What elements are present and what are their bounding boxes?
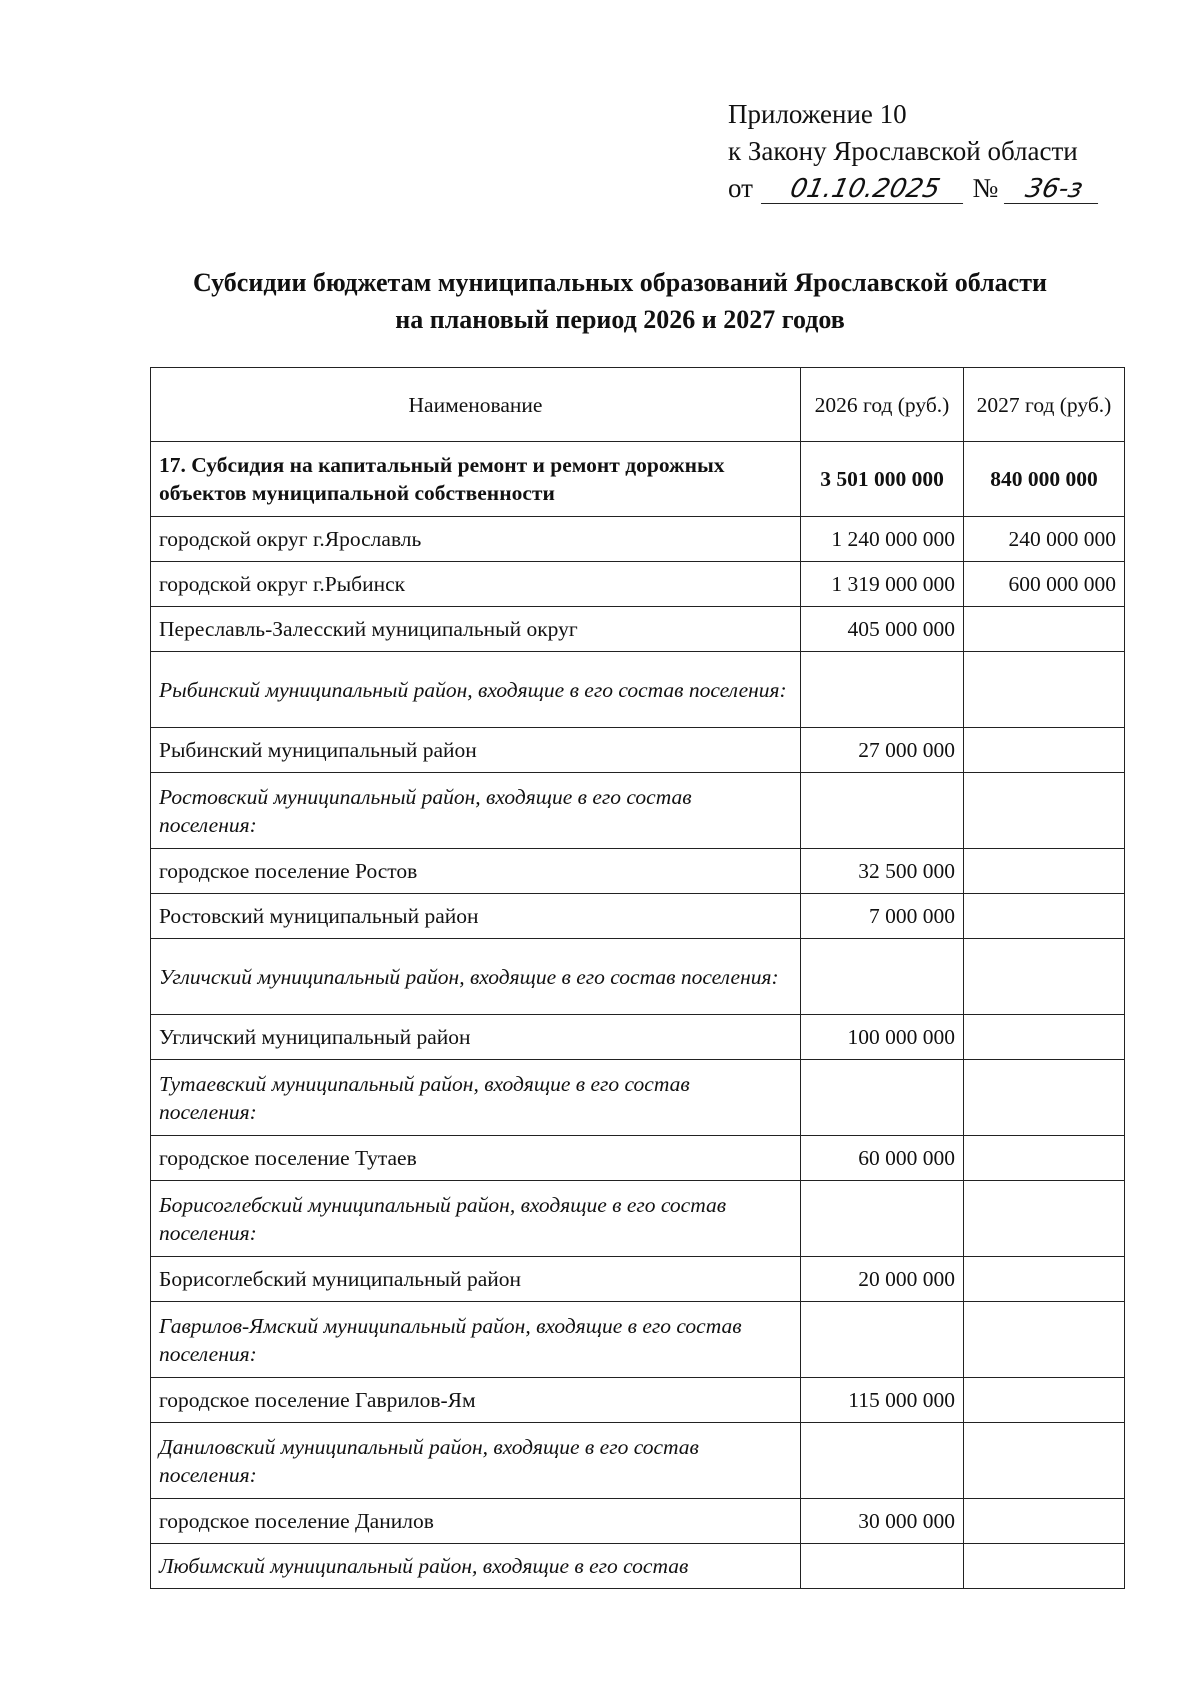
row-value-2027 (964, 894, 1125, 939)
table-row (151, 1136, 1125, 1181)
row-value-2027: 600 000 000 (964, 562, 1125, 607)
group-name: Ростовский муниципальный район, входящие в его состав поселения: (151, 773, 801, 849)
row-value-2027 (964, 1302, 1125, 1378)
row-name: городское поселение Данилов (151, 1499, 801, 1544)
row-value-2026 (801, 1302, 964, 1378)
row-value-2027 (964, 939, 1125, 1015)
appendix-number: Приложение 10 (728, 99, 907, 129)
row-value-2027 (964, 1136, 1125, 1181)
law-date-line (728, 170, 1128, 207)
row-value-2027 (964, 1181, 1125, 1257)
table-group-row (151, 939, 1125, 1015)
group-name: Рыбинский муниципальный район, входящие в его состав поселения: (151, 652, 801, 728)
handwritten-number: 36-з (1004, 175, 1104, 204)
group-name: Тутаевский муниципальный район, входящие в его состав поселения: (151, 1060, 801, 1136)
row-value-2026 (801, 652, 964, 728)
table-header-row (151, 368, 1125, 442)
column-header-2027: 2027 год (руб.) (964, 368, 1125, 442)
row-value-2026: 60 000 000 (801, 1136, 964, 1181)
row-value-2026 (801, 773, 964, 849)
row-value-2026: 115 000 000 (801, 1378, 964, 1423)
row-value-2027: 240 000 000 (964, 517, 1125, 562)
row-value-2027 (964, 1378, 1125, 1423)
row-name: городское поселение Ростов (151, 849, 801, 894)
row-name: Угличский муниципальный район (151, 1015, 801, 1060)
row-name: городское поселение Тутаев (151, 1136, 801, 1181)
row-name: Борисоглебский муниципальный район (151, 1257, 801, 1302)
table-row (151, 1015, 1125, 1060)
row-value-2026 (801, 1544, 964, 1589)
table-row (151, 607, 1125, 652)
from-label: от (728, 173, 753, 203)
group-name: Угличский муниципальный район, входящие в его состав поселения: (151, 939, 801, 1015)
table-row (151, 1378, 1125, 1423)
row-value-2027: 840 000 000 (964, 442, 1125, 517)
row-value-2027 (964, 849, 1125, 894)
row-name: Переславль-Залесский муниципальный округ (151, 607, 801, 652)
row-value-2026: 30 000 000 (801, 1499, 964, 1544)
appendix-header (728, 96, 1128, 207)
row-value-2026: 32 500 000 (801, 849, 964, 894)
table-row (151, 442, 1125, 517)
row-value-2027 (964, 1499, 1125, 1544)
row-value-2026: 3 501 000 000 (801, 442, 964, 517)
row-value-2026: 405 000 000 (801, 607, 964, 652)
row-value-2027 (964, 607, 1125, 652)
row-value-2026 (801, 1181, 964, 1257)
row-value-2026: 1 319 000 000 (801, 562, 964, 607)
row-name: городской округ г.Рыбинск (151, 562, 801, 607)
row-value-2026: 27 000 000 (801, 728, 964, 773)
row-value-2026 (801, 1423, 964, 1499)
law-reference: к Закону Ярославской области (728, 136, 1078, 166)
table-group-row (151, 652, 1125, 728)
table-group-row (151, 1302, 1125, 1378)
column-header-2026: 2026 год (руб.) (801, 368, 964, 442)
column-header-name: Наименование (151, 368, 801, 442)
title-line-2: на плановый период 2026 и 2027 годов (395, 305, 845, 334)
row-value-2026: 7 000 000 (801, 894, 964, 939)
table-group-row (151, 773, 1125, 849)
table-group-row (151, 1544, 1125, 1589)
row-value-2026 (801, 939, 964, 1015)
row-value-2027 (964, 728, 1125, 773)
table-row (151, 894, 1125, 939)
table-row (151, 849, 1125, 894)
group-name: Даниловский муниципальный район, входящие в его состав поселения: (151, 1423, 801, 1499)
row-value-2026: 1 240 000 000 (801, 517, 964, 562)
table-row (151, 562, 1125, 607)
row-name: Рыбинский муниципальный район (151, 728, 801, 773)
number-label: № (972, 173, 999, 203)
table-row (151, 1257, 1125, 1302)
table-group-row (151, 1423, 1125, 1499)
title-line-1: Субсидии бюджетам муниципальных образований Ярославской области (193, 268, 1047, 297)
row-value-2027 (964, 1423, 1125, 1499)
row-value-2027 (964, 773, 1125, 849)
table-row (151, 1499, 1125, 1544)
row-value-2027 (964, 1257, 1125, 1302)
row-name: 17. Субсидия на капитальный ремонт и ремонт дорожных объектов муниципальной собственности (151, 442, 801, 517)
document-title (120, 264, 1120, 338)
row-name: городское поселение Гаврилов-Ям (151, 1378, 801, 1423)
table-group-row (151, 1060, 1125, 1136)
row-value-2026: 20 000 000 (801, 1257, 964, 1302)
row-value-2027 (964, 652, 1125, 728)
row-value-2026: 100 000 000 (801, 1015, 964, 1060)
group-name: Гаврилов-Ямский муниципальный район, входящие в его состав поселения: (151, 1302, 801, 1378)
row-value-2027 (964, 1544, 1125, 1589)
row-value-2027 (964, 1060, 1125, 1136)
row-value-2027 (964, 1015, 1125, 1060)
group-name: Любимский муниципальный район, входящие в его состав (151, 1544, 801, 1589)
row-value-2026 (801, 1060, 964, 1136)
table-row (151, 517, 1125, 562)
handwritten-date: 01.10.2025 (761, 175, 969, 204)
table-group-row (151, 1181, 1125, 1257)
row-name: Ростовский муниципальный район (151, 894, 801, 939)
row-name: городской округ г.Ярославль (151, 517, 801, 562)
group-name: Борисоглебский муниципальный район, входящие в его состав поселения: (151, 1181, 801, 1257)
table-row (151, 728, 1125, 773)
subsidy-table (150, 367, 1125, 1589)
